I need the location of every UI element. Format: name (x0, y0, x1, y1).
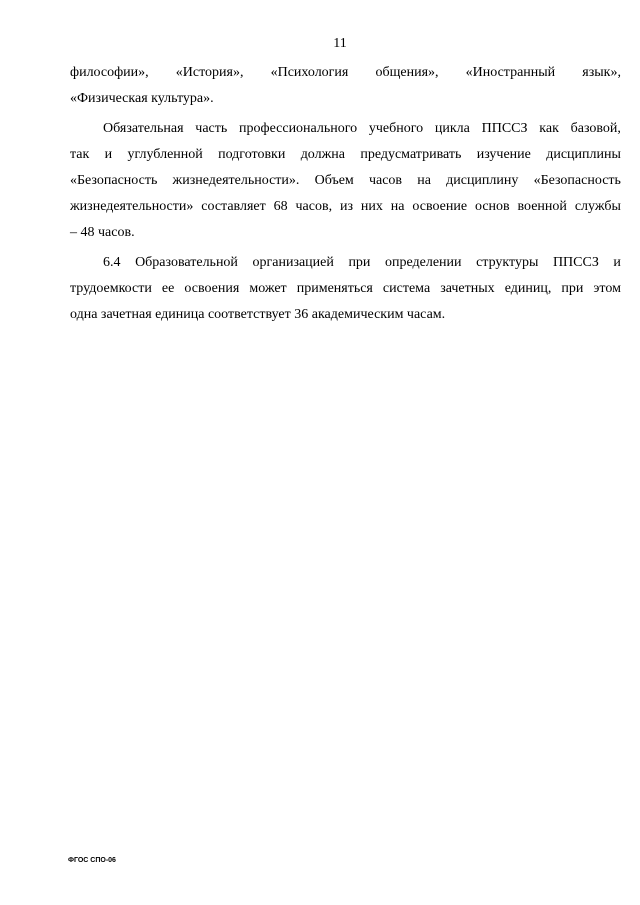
word: организацией (252, 255, 334, 270)
word: углубленной (127, 147, 203, 162)
word: дисциплину (446, 173, 519, 188)
word: «Иностранный (465, 65, 556, 80)
word: базовой, (570, 121, 621, 136)
word: ППССЗ (481, 121, 528, 136)
word: этом (593, 281, 621, 296)
word: из (340, 199, 354, 214)
word: предусматривать (360, 147, 462, 162)
word: ППССЗ (552, 255, 599, 270)
word: единиц, (504, 281, 552, 296)
word: общения», (375, 65, 439, 80)
paragraph-3-line-2 (70, 276, 621, 302)
word: жизнедеятельности» (70, 199, 194, 214)
word: 68 (273, 199, 288, 214)
word: профессионального (239, 121, 358, 136)
word: службы (574, 199, 621, 214)
word: жизнедеятельности». (172, 173, 300, 188)
word: определении (384, 255, 462, 270)
word: дисциплины (546, 147, 621, 162)
paragraph-2-line-4 (70, 194, 621, 220)
word: философии», (70, 65, 149, 80)
paragraph-3-line-1 (70, 250, 621, 276)
word: зачетных (440, 281, 495, 296)
word: «Безопасность (70, 173, 158, 188)
footer-code: ФГОС СПО-06 (68, 857, 116, 864)
word: «История», (175, 65, 244, 80)
word: на (390, 199, 405, 214)
word: применяться (296, 281, 373, 296)
word: и (104, 147, 113, 162)
word: изучение (476, 147, 531, 162)
word: часов (368, 173, 403, 188)
word: «Безопасность (533, 173, 621, 188)
word: структуры (476, 255, 539, 270)
word: язык», (582, 65, 621, 80)
word: ее (161, 281, 175, 296)
word: Объем (314, 173, 354, 188)
paragraph-2-line-5: – 48 часов. (70, 225, 135, 240)
word: и (613, 255, 621, 270)
word: основ (474, 199, 510, 214)
word: система (382, 281, 431, 296)
paragraph-3-line-3: одна зачетная единица соответствует 36 академическим часам. (70, 307, 446, 322)
word: составляет (201, 199, 266, 214)
word: на (417, 173, 431, 188)
word: цикла (434, 121, 470, 136)
word: должна (300, 147, 345, 162)
document-body (70, 60, 621, 328)
word: трудоемкости (70, 281, 152, 296)
paragraph-1-line-1 (70, 60, 621, 86)
word: них (360, 199, 383, 214)
word: военной (517, 199, 567, 214)
word: может (249, 281, 287, 296)
word: как (539, 121, 559, 136)
paragraph-2-line-1 (70, 116, 621, 142)
word: 6.4 (103, 255, 121, 270)
word: освоение (412, 199, 468, 214)
word: так (70, 147, 90, 162)
word: часов, (295, 199, 333, 214)
word: Образовательной (135, 255, 238, 270)
paragraph-2-line-3 (70, 168, 621, 194)
word: учебного (368, 121, 424, 136)
word: подготовки (218, 147, 286, 162)
page-number: 11 (333, 36, 347, 51)
word: освоения (184, 281, 240, 296)
word: при (561, 281, 584, 296)
word: «Психология (270, 65, 349, 80)
word: часть (195, 121, 228, 136)
paragraph-1-line-2: «Физическая культура». (70, 91, 214, 106)
word: Обязательная (103, 121, 184, 136)
paragraph-2-line-2 (70, 142, 621, 168)
word: при (348, 255, 371, 270)
